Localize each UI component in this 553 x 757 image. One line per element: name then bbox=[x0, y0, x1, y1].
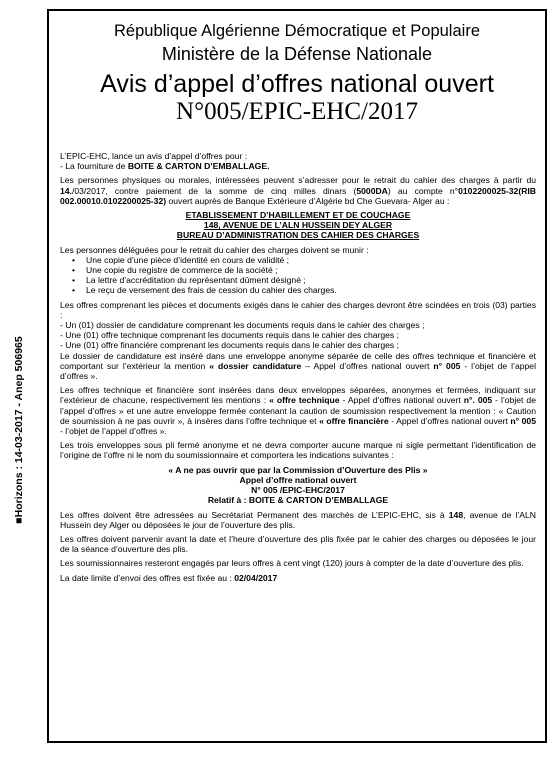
offres-parts bbox=[60, 320, 536, 351]
envelope-mention-block: « A ne pas ouvrir que par la Commission d’Ouverture des Plis » Appel d’offre national ouvert N° 005 /EPIC-EHC/2017 Relatif à : BOITE & CARTON D’EMBALLAGE bbox=[168, 464, 428, 506]
list-item: - Une (01) offre financière comprenant les documents requis dans le cahier des charges ; bbox=[60, 340, 399, 351]
list-item: - Un (01) dossier de candidature comprenant les documents requis dans le cahier des charges ; bbox=[60, 320, 425, 331]
list-item: • La lettre d’accréditation du représentant dûment désigné ; bbox=[86, 275, 536, 285]
engagement-paragraph: Les soumissionnaires resteront engagés par leurs offres à cent vingt (120) jours à compter de la date d’ouverture des plis. bbox=[60, 558, 524, 569]
address-block: ETABLISSEMENT D’HABILLEMENT ET DE COUCHAGE 148, AVENUE DE L’ALN HUSSEIN DEY ALGER BUREAU D’ADMINISTRATION DES CAHIER DES CHARGES bbox=[176, 210, 420, 241]
delai-paragraph: Les offres doivent parvenir avant la date et l’heure d’ouverture des plis fixée par le cahier des charges ou déposées le jour de la séance d’ouverture des plis. bbox=[60, 533, 536, 555]
date-limite-paragraph: La date limite d’envoi des offres est fixée au : 02/04/2017 bbox=[60, 572, 278, 583]
adresse-offres-paragraph: Les offres doivent être adressées au Secrétariat Permanent des marchés de L’EPIC-EHC, sis à 148, avenue de l’ALN Hussein dey Alger ou déposées le jour de l’ouverture des plis. bbox=[60, 509, 536, 530]
intro-paragraph: L’EPIC-EHC, lance un avis d’appel d’offres pour : - La fourniture de BOITE & CARTON D’EMBALLAGE. bbox=[60, 151, 270, 172]
offres-intro: Les offres comprenant les pièces et documents exigés dans le cahier des charges devront être scindées en trois (03) parties : bbox=[60, 299, 536, 320]
notice-title: Avis d’appel d’offres national ouvert bbox=[100, 70, 494, 98]
notice-body bbox=[60, 151, 536, 587]
retrait-paragraph: Les personnes physiques ou morales, intéressées peuvent s’adresser pour le retrait du cahier des charges à partir du 14./03/2017, contre paiement de la somme de cinq milles dinars (5000DA) au compte n°0102200025-32(RIB 002.00010.0102200025-32) ouvert auprès de Banque Extérieure d’Algérie bd Che Guevara- Alger au : bbox=[60, 175, 537, 206]
trois-enveloppes-paragraph: Les trois enveloppes sous pli fermé anonyme et ne devra comporter aucune marque ni sigle permettant l’identification de l’origine de l’offre ni le nom du soumissionnaire et comportera les indications suivantes : bbox=[60, 440, 536, 461]
dossier-paragraph: Le dossier de candidature est inséré dans une enveloppe anonyme séparée de celle des offres technique et financière et comportant sur l’extérieur la mention « dossier candidature – Appel d’offres national ouvert n° 005 - l’objet de l’appel d’offres ». bbox=[60, 350, 536, 382]
list-item: - Une (01) offre technique comprenant les documents requis dans le cahier des charges ; bbox=[60, 330, 400, 341]
list-item: • Une copie d’une pièce d’identité en cours de validité ; bbox=[86, 255, 536, 265]
list-item: • Une copie du registre de commerce de la société ; bbox=[86, 265, 536, 275]
republic-heading: République Algérienne Démocratique et Populaire bbox=[114, 22, 480, 40]
docs-intro: Les personnes déléguées pour le retrait du cahier des charges doivent se munir : bbox=[60, 244, 369, 255]
ministry-heading: Ministère de la Défense Nationale bbox=[161, 44, 433, 64]
notice-number: N°005/EPIC-EHC/2017 bbox=[176, 98, 418, 125]
newspaper-reference: ■Horizons : 14-03-2017 - Anep 506965 bbox=[13, 336, 25, 524]
enveloppes-paragraph: Les offres technique et financière sont insérées dans deux enveloppes séparées, anonymes et fermées, indiquant sur l’extérieur de chacune, respectivement les mentions : « offre technique - Appel d’offres national ouvert n°. 005 - l’objet de l’appel d’offres » et une autre enveloppe fermée contenant la caution de soumission respectivement la mention : « Caution de soumission à ne pas ouvrir », à insères dans l’offre technique et « offre financière - Appel d’offres national ouvert n° 005 - l’objet de l’appel d’offres ». bbox=[60, 385, 536, 437]
docs-list bbox=[60, 255, 536, 296]
list-item: • Le reçu de versement des frais de cession du cahier des charges. bbox=[86, 285, 536, 295]
